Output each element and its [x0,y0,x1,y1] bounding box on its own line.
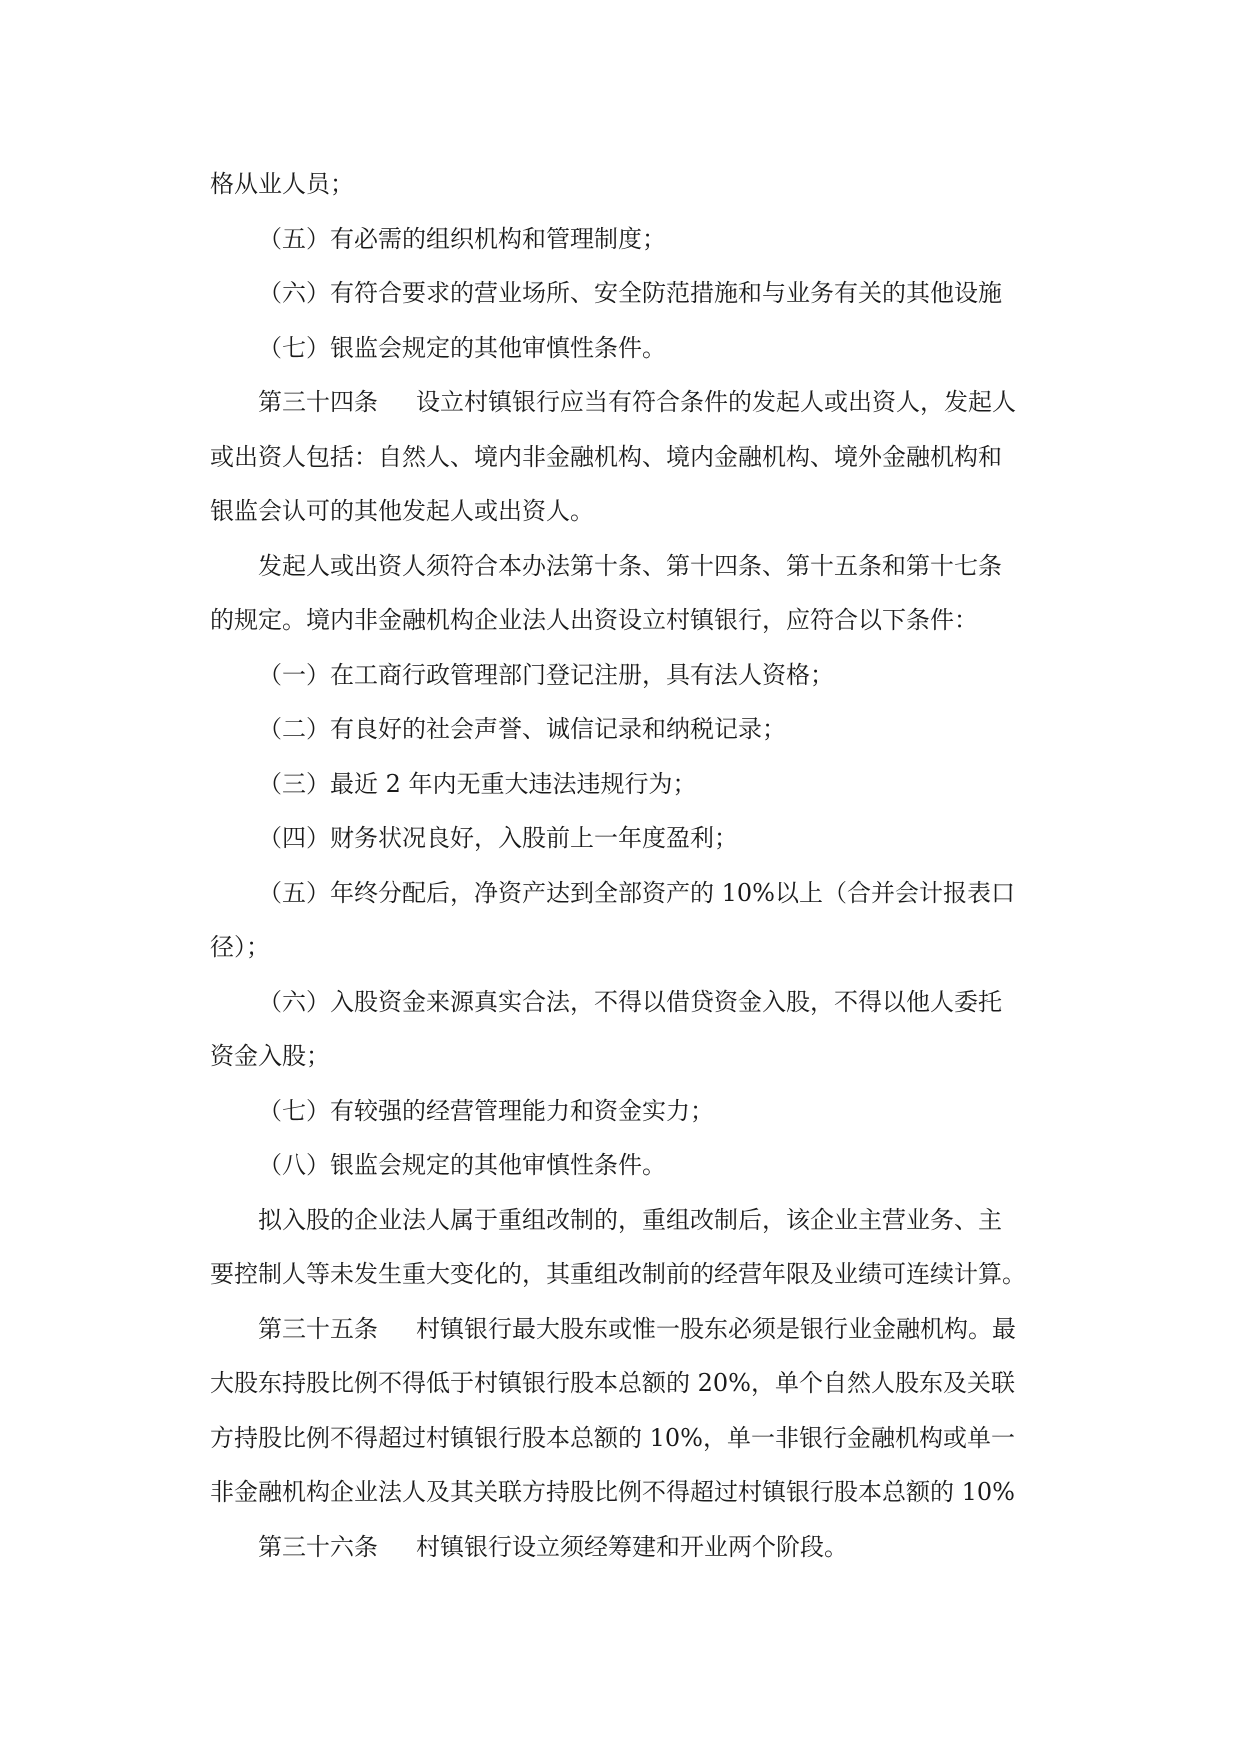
paragraph-line [210,984,1040,1039]
paragraph-line [210,929,1040,984]
paragraph-line [210,1202,1040,1257]
line-text: （四）财务状况良好，入股前上一年度盈利； [258,824,738,852]
line-text: 非金融机构企业法人及其关联方持股比例不得超过村镇银行股本总额的 10% [210,1478,1015,1506]
paragraph-line [210,1256,1040,1311]
line-text: 村镇银行最大股东或惟一股东必须是银行业金融机构。最 [416,1314,1016,1343]
paragraph-line [210,657,1040,712]
paragraph-line [210,493,1040,548]
paragraph-line [210,275,1040,330]
line-text: （一）在工商行政管理部门登记注册，具有法人资格； [258,660,834,689]
paragraph-line [210,820,1040,875]
paragraph-line [210,166,1040,221]
article-number: 第三十五条 [258,1314,378,1343]
paragraph-line [210,602,1040,657]
paragraph-line [210,766,1040,821]
line-text: 资金入股； [210,1042,330,1070]
line-text: （三）最近 2 年内无重大违法违规行为； [258,769,697,798]
line-text: 设立村镇银行应当有符合条件的发起人或出资人，发起人 [416,388,1016,416]
line-text: 大股东持股比例不得低于村镇银行股本总额的 20%，单个自然人股东及关联 [210,1369,1015,1397]
document-body [210,166,1040,1583]
paragraph-line [210,439,1040,494]
line-text: （五）有必需的组织机构和管理制度； [258,224,666,253]
line-text: （六）入股资金来源真实合法，不得以借贷资金入股，不得以他人委托 [258,987,1002,1016]
line-text: （二）有良好的社会声誉、诚信记录和纳税记录； [258,715,786,743]
paragraph-line [210,221,1040,276]
paragraph-line [210,1474,1040,1529]
article-number: 第三十六条 [258,1532,378,1561]
article-paragraph-line [210,384,1040,439]
paragraph-line [210,875,1040,930]
paragraph-line [210,1420,1040,1475]
line-text: 的规定。境内非金融机构企业法人出资设立村镇银行，应符合以下条件： [210,606,978,634]
line-text: 发起人或出资人须符合本办法第十条、第十四条、第十五条和第十七条 [258,551,1002,580]
paragraph-line [210,1147,1040,1202]
paragraph-line [210,548,1040,603]
line-text: 格从业人员； [210,170,354,198]
line-text: （八）银监会规定的其他审慎性条件。 [258,1151,666,1179]
line-text: 要控制人等未发生重大变化的，其重组改制前的经营年限及业绩可连续计算。 [210,1260,1026,1288]
article-number: 第三十四条 [258,388,378,416]
line-text: （七）银监会规定的其他审慎性条件。 [258,333,666,362]
line-text: （五）年终分配后，净资产达到全部资产的 10%以上（合并会计报表口 [258,878,1015,907]
paragraph-line [210,1365,1040,1420]
paragraph-line [210,711,1040,766]
paragraph-line [210,1038,1040,1093]
article-paragraph-line [210,1529,1040,1584]
line-text: 村镇银行设立须经筹建和开业两个阶段。 [416,1532,848,1561]
line-text: （六）有符合要求的营业场所、安全防范措施和与业务有关的其他设施 [258,279,1002,307]
line-text: 拟入股的企业法人属于重组改制的，重组改制后，该企业主营业务、主 [258,1205,1002,1234]
paragraph-line [210,1093,1040,1148]
line-text: （七）有较强的经营管理能力和资金实力； [258,1096,714,1125]
line-text: 或出资人包括：自然人、境内非金融机构、境内金融机构、境外金融机构和 [210,442,1002,471]
line-text: 方持股比例不得超过村镇银行股本总额的 10%，单一非银行金融机构或单一 [210,1423,1015,1452]
line-text: 径）； [210,933,270,961]
article-paragraph-line [210,1311,1040,1366]
paragraph-line [210,330,1040,385]
line-text: 银监会认可的其他发起人或出资人。 [210,497,594,525]
